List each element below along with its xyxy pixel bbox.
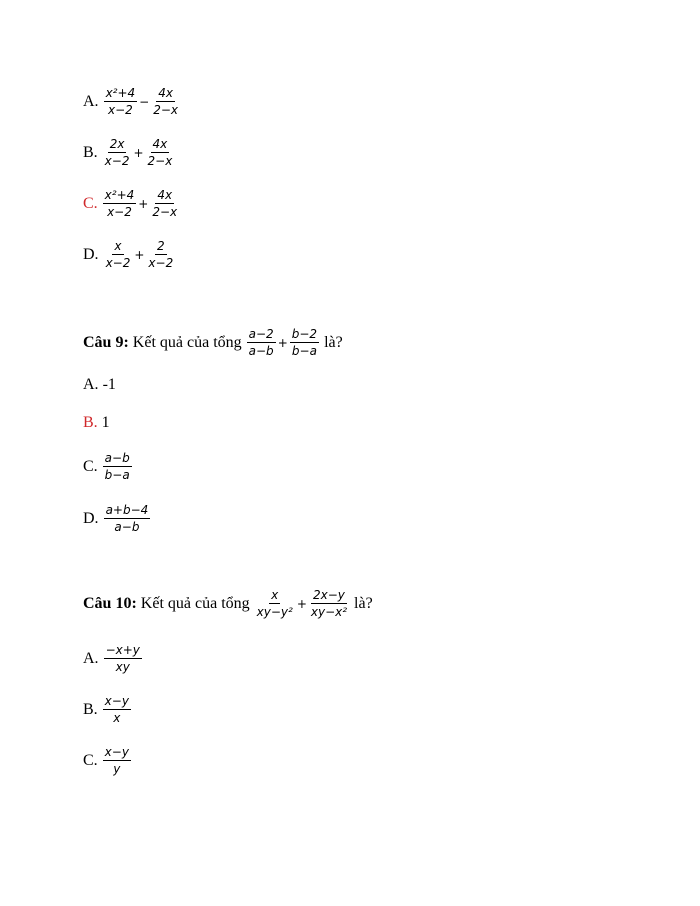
fraction	[255, 588, 295, 619]
q9-option-b	[83, 414, 110, 432]
question-label: Câu 9:	[83, 333, 129, 351]
numerator: x	[271, 588, 279, 602]
numerator: x	[114, 239, 122, 253]
denominator: x−2	[148, 256, 174, 270]
fraction	[103, 137, 132, 168]
option-letter: B.	[83, 143, 98, 161]
option-letter: A.	[83, 92, 99, 110]
fraction	[103, 451, 132, 482]
option-letter: A.	[83, 376, 99, 393]
q10-option-c	[83, 745, 132, 776]
numerator: x−y	[104, 745, 129, 759]
numerator: b−2	[291, 327, 318, 341]
option-letter: C.	[83, 457, 98, 475]
fraction	[309, 588, 349, 619]
numerator: x²+4	[104, 188, 135, 202]
fraction	[247, 327, 276, 358]
fraction	[104, 86, 138, 117]
option-value: 1	[101, 414, 110, 431]
denominator: 2−x	[147, 154, 173, 168]
denominator: x−2	[107, 103, 133, 117]
fraction	[103, 188, 137, 219]
denominator: x	[113, 711, 121, 725]
fraction	[290, 327, 319, 358]
operator: +	[277, 335, 288, 350]
fraction	[146, 137, 175, 168]
numerator: 2x−y	[313, 588, 345, 602]
fraction	[146, 239, 175, 270]
question-text: Kết quả của tổng	[128, 333, 246, 351]
fraction	[104, 503, 151, 534]
question-text-end: là?	[320, 333, 343, 351]
numerator: 4x	[158, 86, 173, 100]
fraction	[103, 694, 131, 725]
denominator: x−2	[107, 205, 132, 219]
q9-option-d	[83, 503, 151, 534]
option-letter: B.	[83, 700, 98, 718]
operator: +	[138, 196, 149, 211]
denominator: xy	[115, 660, 130, 674]
option-letter: C.	[83, 751, 98, 769]
fraction	[104, 239, 133, 270]
fraction	[103, 745, 131, 776]
numerator: x²+4	[105, 86, 136, 100]
option-letter-correct: C.	[83, 194, 98, 212]
numerator: 2x	[109, 137, 125, 151]
numerator: 2	[157, 239, 165, 253]
question-9	[83, 327, 343, 358]
denominator: a−b	[248, 344, 274, 358]
fraction	[151, 86, 180, 117]
q8-option-c	[83, 188, 180, 219]
denominator: xy−y²	[256, 605, 293, 619]
denominator: xy−x²	[310, 605, 348, 619]
q9-option-a	[83, 376, 116, 394]
numerator: 4x	[157, 188, 173, 202]
denominator: 2−x	[152, 205, 178, 219]
denominator: y	[113, 762, 121, 776]
denominator: b−a	[291, 344, 317, 358]
denominator: x−2	[104, 154, 130, 168]
numerator: x−y	[104, 694, 129, 708]
operator: +	[296, 596, 307, 611]
question-label: Câu 10:	[83, 594, 137, 612]
numerator: a−b	[104, 451, 130, 465]
option-letter: D.	[83, 509, 99, 527]
q8-option-d	[83, 239, 176, 270]
option-letter: A.	[83, 649, 99, 667]
question-10	[83, 588, 373, 619]
fraction	[150, 188, 179, 219]
operator: +	[134, 247, 145, 262]
q8-option-a	[83, 86, 181, 117]
numerator: a−2	[248, 327, 274, 341]
fraction	[104, 643, 142, 674]
numerator: 4x	[152, 137, 168, 151]
option-value: -1	[102, 376, 116, 393]
q10-option-b	[83, 694, 132, 725]
option-letter: D.	[83, 245, 99, 263]
numerator: −x+y	[105, 643, 140, 657]
question-text: Kết quả của tổng	[136, 594, 254, 612]
operator: −	[139, 94, 150, 109]
q10-option-a	[83, 643, 143, 674]
denominator: 2−x	[153, 103, 179, 117]
option-letter-correct: B.	[83, 414, 98, 431]
denominator: x−2	[105, 256, 131, 270]
q8-option-b	[83, 137, 175, 168]
denominator: a−b	[114, 520, 140, 534]
numerator: a+b−4	[105, 503, 149, 517]
question-text-end: là?	[350, 594, 373, 612]
q9-option-c	[83, 451, 133, 482]
operator: +	[133, 145, 144, 160]
denominator: b−a	[104, 468, 130, 482]
